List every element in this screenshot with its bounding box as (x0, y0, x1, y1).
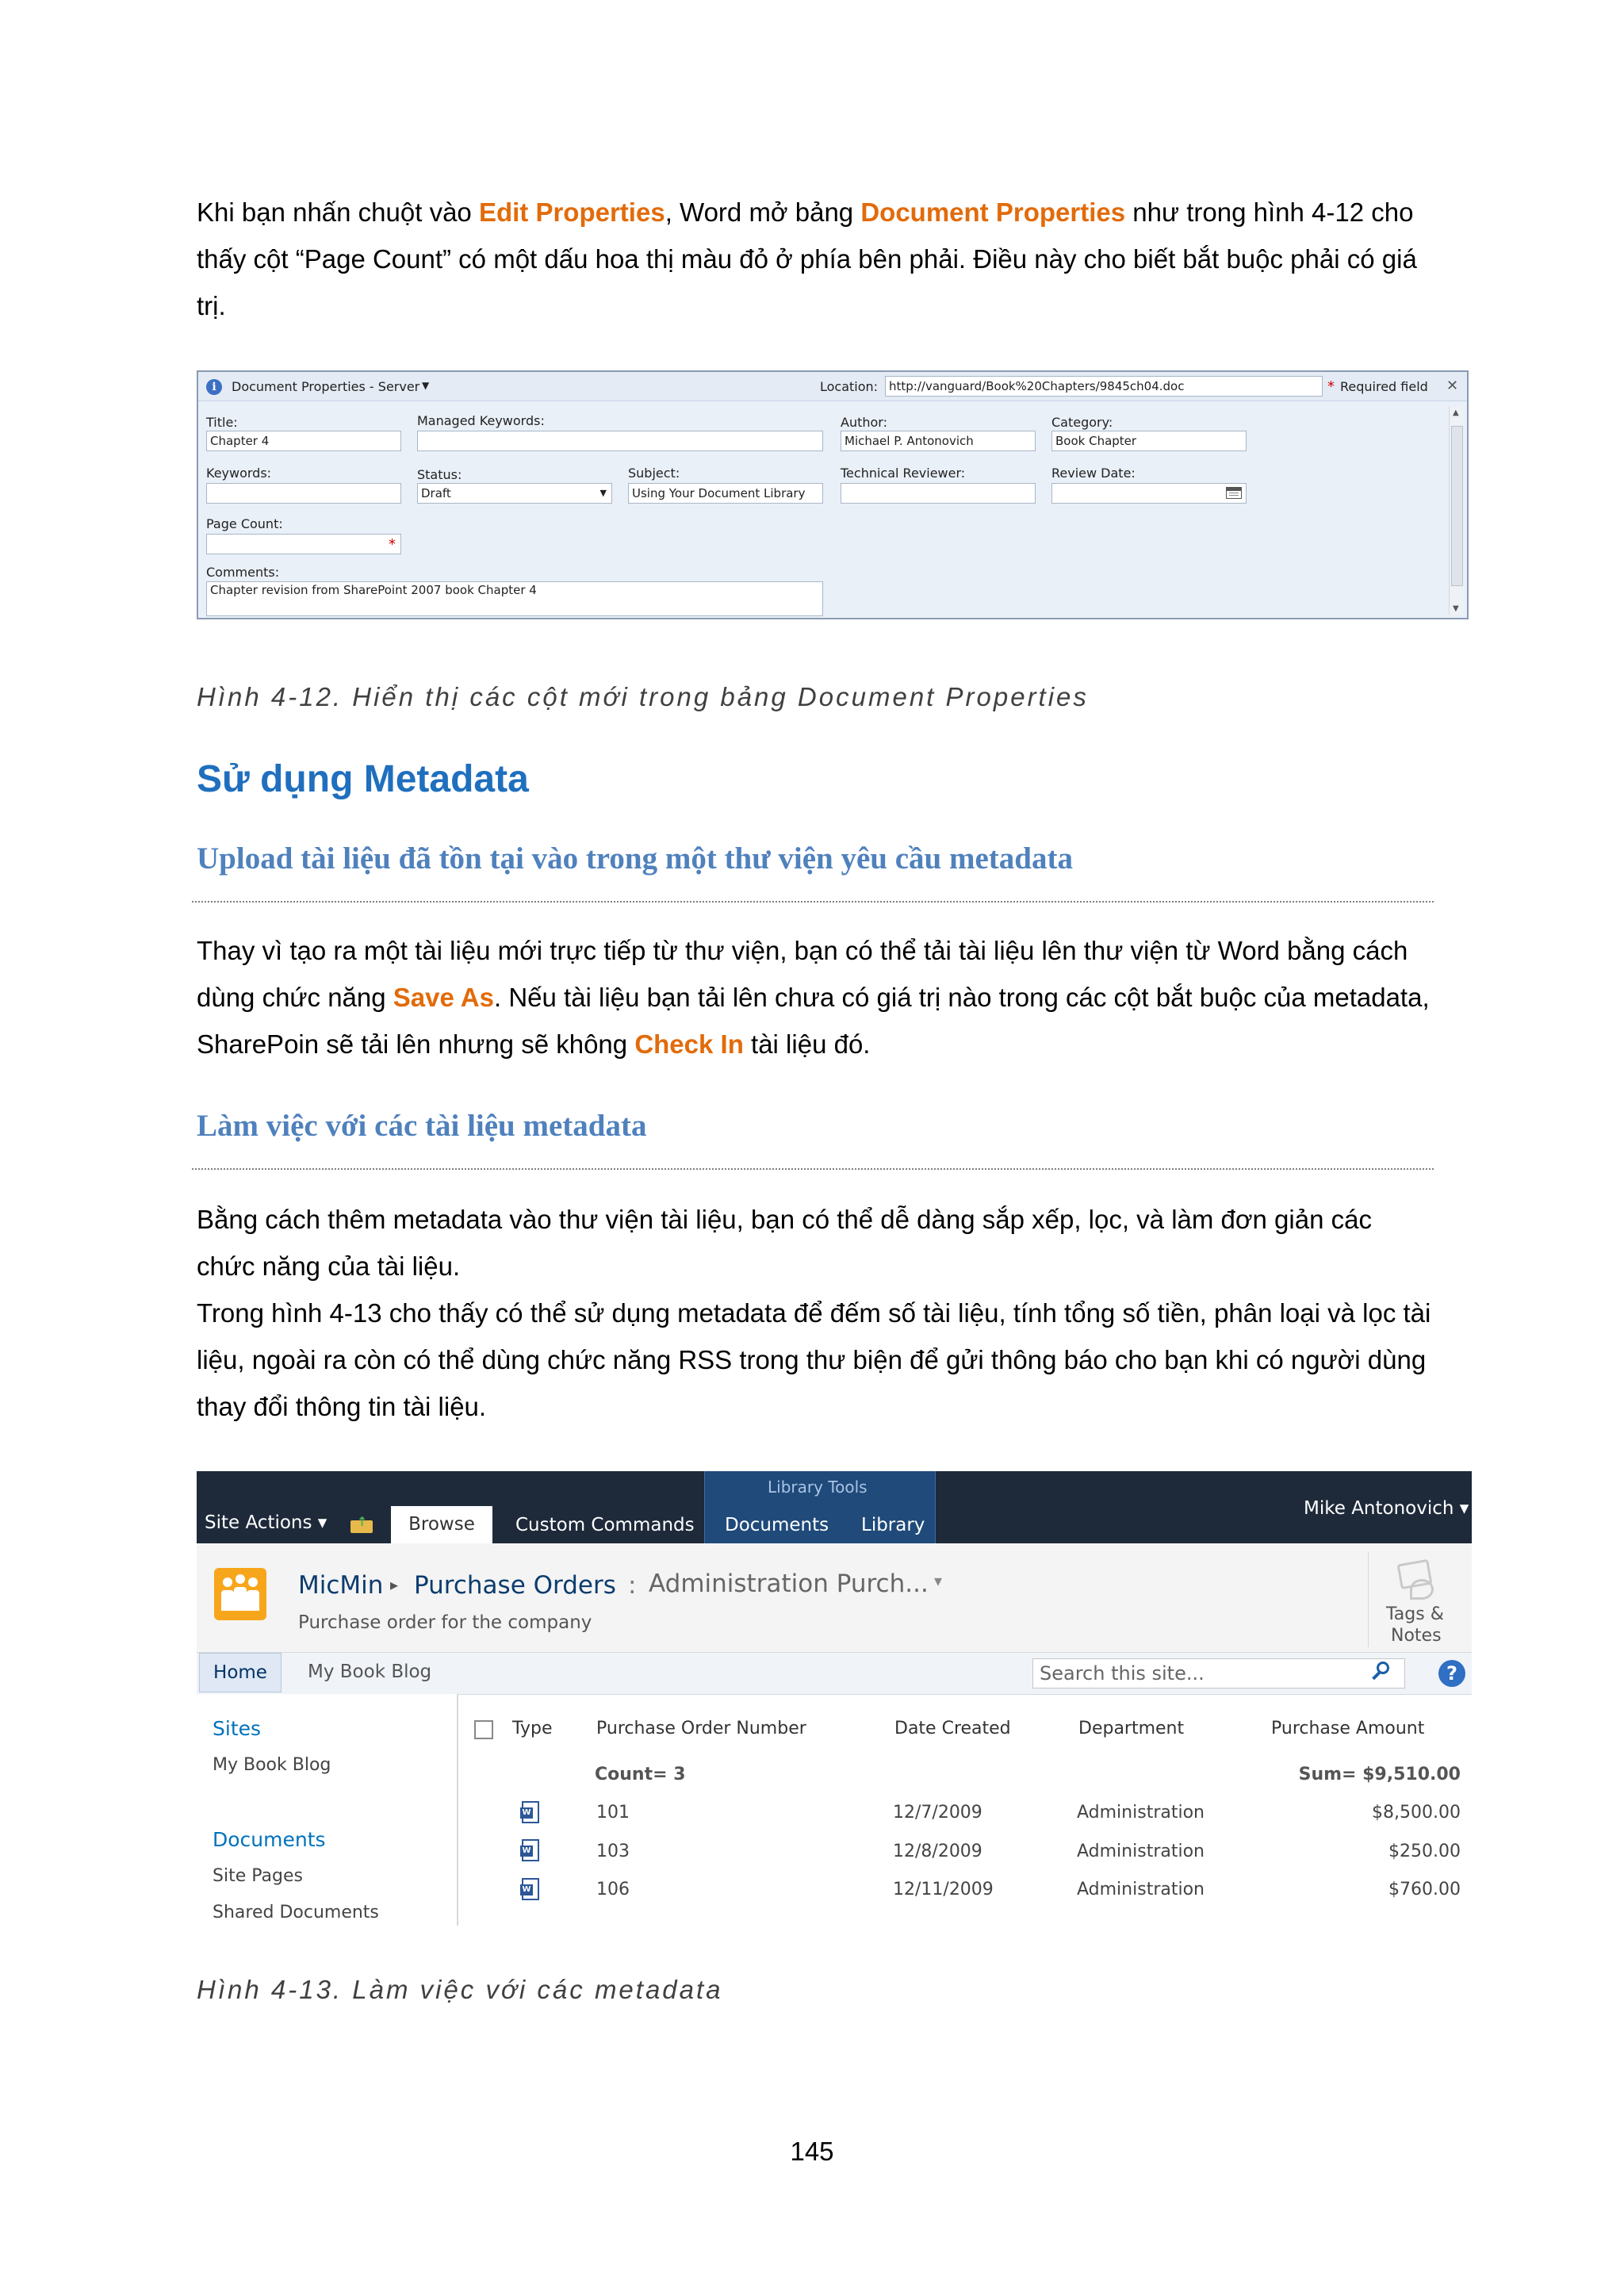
nav-home[interactable]: Home (199, 1653, 282, 1692)
title-field[interactable]: Chapter 4 (206, 431, 401, 451)
technical-reviewer-label: Technical Reviewer: (841, 466, 966, 481)
panel-title[interactable]: Document Properties - Server (232, 379, 420, 394)
author-label: Author: (841, 415, 887, 430)
row-2-department: Administration (1077, 1842, 1205, 1861)
author-field[interactable]: Michael P. Antonovich (841, 431, 1036, 451)
tags-notes-icon[interactable] (1394, 1557, 1435, 1596)
row-2-number[interactable]: 103 (596, 1842, 630, 1861)
upload-text-3: tài liệu đó. (743, 1029, 871, 1059)
intro-paragraph (197, 189, 1434, 329)
section-heading: Sử dụng Metadata (197, 758, 529, 800)
scroll-up-icon[interactable]: ▲ (1453, 408, 1459, 417)
column-header-date-created[interactable]: Date Created (894, 1719, 1011, 1738)
row-3-number[interactable]: 106 (596, 1880, 630, 1899)
subject-field[interactable]: Using Your Document Library (628, 483, 823, 504)
row-1-amount: $8,500.00 (1372, 1803, 1461, 1823)
help-icon[interactable]: ? (1438, 1660, 1465, 1687)
status-value: Draft (421, 486, 451, 500)
library-tools-label: Library Tools (768, 1478, 868, 1497)
working-paragraph-1: Bằng cách thêm metadata vào thư viện tài liệu, bạn có thể dễ dàng sắp xếp, lọc, và làm đơn giản các chức năng của tài liệu. (197, 1205, 1372, 1281)
breadcrumb-list[interactable]: Purchase Orders (414, 1571, 616, 1600)
upload-text-1: Thay vì tạo ra một tài liệu mới trực tiếp từ thư viện, bạn có thể tải tài liệu lên thư viện từ Word bằng cách dùng chức năng (197, 936, 1408, 1012)
sharepoint-screenshot (197, 1471, 1472, 1926)
column-header-department[interactable]: Department (1078, 1719, 1185, 1738)
subsection-upload-heading: Upload tài liệu đã tồn tại vào trong một thư viện yêu cầu metadata (197, 841, 1073, 876)
tab-documents[interactable]: Documents (725, 1515, 829, 1535)
check-in-term: Check In (634, 1029, 744, 1059)
column-header-type[interactable]: Type (512, 1719, 553, 1738)
figure-4-13-caption: Hình 4-13. Làm việc với các metadata (197, 1975, 723, 2004)
keywords-field[interactable] (206, 483, 401, 504)
word-document-icon[interactable]: W (520, 1839, 542, 1863)
search-icon[interactable] (1369, 1658, 1394, 1684)
breadcrumb-view[interactable]: Administration Purch... (649, 1570, 929, 1598)
row-1-number[interactable]: 101 (596, 1803, 630, 1823)
figure-4-12-caption: Hình 4-12. Hiển thị các cột mới trong bảng Document Properties (197, 682, 1089, 711)
tags-divider (1368, 1552, 1369, 1647)
subject-label: Subject: (628, 466, 680, 481)
user-menu[interactable]: Mike Antonovich ▾ (1304, 1498, 1469, 1519)
managed-keywords-label: Managed Keywords: (417, 413, 545, 428)
location-field[interactable]: http://vanguard/Book%20Chapters/9845ch04.doc (885, 376, 1323, 397)
up-folder-icon[interactable]: ↑ (350, 1514, 374, 1533)
word-document-icon[interactable]: W (520, 1878, 542, 1902)
panel-scrollbar[interactable] (1449, 407, 1464, 615)
category-label: Category: (1051, 415, 1113, 430)
working-paragraph-2: Trong hình 4-13 cho thấy có thể sử dụng metadata để đếm số tài liệu, tính tổng số tiền, phân loại và lọc tài liệu, ngoài ra còn có thể dùng chức năng RSS trong thư biện để gửi thông báo cho bạn khi có người dùng thay đổi thông tin tài liệu. (197, 1298, 1431, 1421)
keywords-label: Keywords: (206, 466, 272, 481)
dropdown-arrow-icon[interactable]: ▼ (422, 380, 430, 391)
scroll-thumb[interactable] (1451, 426, 1463, 586)
word-document-icon[interactable]: W (520, 1801, 542, 1825)
site-logo-icon[interactable] (214, 1568, 266, 1620)
status-select[interactable] (417, 483, 612, 504)
quick-launch-site-pages[interactable]: Site Pages (213, 1866, 303, 1886)
document-properties-header (198, 372, 1467, 401)
search-input[interactable]: Search this site... (1032, 1658, 1405, 1688)
managed-keywords-field[interactable] (417, 431, 823, 451)
intro-text-2: , Word mở bảng (665, 197, 861, 227)
subsection-working-heading: Làm việc với các tài liệu metadata (197, 1109, 647, 1143)
tab-custom-commands[interactable]: Custom Commands (515, 1515, 695, 1535)
technical-reviewer-field[interactable] (841, 483, 1036, 504)
column-header-purchase-amount[interactable]: Purchase Amount (1271, 1719, 1425, 1738)
site-actions-menu[interactable]: Site Actions ▾ (205, 1512, 327, 1533)
close-icon[interactable]: ✕ (1446, 378, 1459, 394)
info-icon: i (206, 379, 222, 395)
row-1-date: 12/7/2009 (893, 1803, 982, 1823)
row-3-date: 12/11/2009 (893, 1880, 994, 1899)
subsection-upload-divider (192, 901, 1434, 903)
row-3-amount: $760.00 (1388, 1880, 1461, 1899)
page-count-field[interactable] (206, 534, 401, 554)
tab-library[interactable]: Library (861, 1515, 925, 1535)
tags-notes-label-1[interactable]: Tags & (1386, 1604, 1444, 1624)
upload-paragraph (197, 927, 1434, 1068)
status-dropdown-icon[interactable]: ▼ (599, 488, 607, 498)
upload-text-2: . Nếu tài liệu bạn tải lên chưa có giá trị nào trong các cột bắt buộc của metadata, SharePoin sẽ tải lên nhưng sẽ không (197, 983, 1430, 1059)
row-3-department: Administration (1077, 1880, 1205, 1899)
category-field[interactable]: Book Chapter (1051, 431, 1247, 451)
status-label: Status: (417, 467, 462, 482)
save-as-term: Save As (393, 983, 494, 1012)
row-2-date: 12/8/2009 (893, 1842, 982, 1861)
edit-properties-term: Edit Properties (478, 197, 665, 227)
intro-text-3: như trong hình 4-12 cho thấy cột “Page Count” có một dấu hoa thị màu đỏ ở phía bên phải. Điều này cho biết bắt buộc phải có giá trị. (197, 197, 1417, 320)
count-total: Count= 3 (595, 1765, 686, 1784)
select-all-checkbox[interactable] (474, 1720, 493, 1739)
scroll-down-icon[interactable]: ▼ (1453, 604, 1459, 613)
intro-text-1: Khi bạn nhấn chuột vào (197, 197, 479, 227)
review-date-label: Review Date: (1051, 466, 1136, 481)
document-properties-panel (197, 370, 1469, 619)
sum-total: Sum= $9,510.00 (1298, 1765, 1461, 1784)
quick-launch-shared-documents[interactable]: Shared Documents (213, 1903, 379, 1922)
calendar-icon[interactable] (1226, 487, 1242, 499)
comments-field[interactable]: Chapter revision from SharePoint 2007 book Chapter 4 (206, 581, 823, 616)
tab-browse[interactable]: Browse (391, 1506, 492, 1543)
view-dropdown-icon[interactable]: ▾ (934, 1571, 943, 1590)
breadcrumb-separator-icon: ▸ (390, 1575, 399, 1594)
breadcrumb-site[interactable]: MicMin (298, 1571, 384, 1600)
row-2-amount: $250.00 (1388, 1842, 1461, 1861)
required-field-label: Required field (1340, 379, 1428, 394)
title-label: Title: (206, 415, 238, 430)
list-description: Purchase order for the company (298, 1612, 592, 1633)
document-properties-term: Document Properties (860, 197, 1126, 227)
comments-label: Comments: (206, 565, 280, 580)
breadcrumb-colon: : (628, 1571, 637, 1600)
tags-notes-label-2[interactable]: Notes (1391, 1626, 1442, 1646)
location-label: Location: (820, 379, 879, 394)
quick-launch-my-book-blog[interactable]: My Book Blog (213, 1755, 331, 1775)
page-number: 145 (790, 2137, 834, 2166)
row-1-department: Administration (1077, 1803, 1205, 1823)
quick-launch-sites[interactable]: Sites (213, 1717, 262, 1740)
title-area (197, 1543, 1472, 1653)
column-header-purchase-order-number[interactable]: Purchase Order Number (596, 1719, 806, 1738)
required-star: * (1327, 378, 1335, 395)
page-count-required-star: * (389, 536, 396, 553)
quick-launch-documents[interactable]: Documents (213, 1828, 326, 1851)
nav-my-book-blog[interactable]: My Book Blog (308, 1662, 432, 1682)
review-date-field[interactable] (1051, 483, 1247, 504)
page-count-label: Page Count: (206, 516, 283, 531)
subsection-working-divider (192, 1168, 1434, 1170)
